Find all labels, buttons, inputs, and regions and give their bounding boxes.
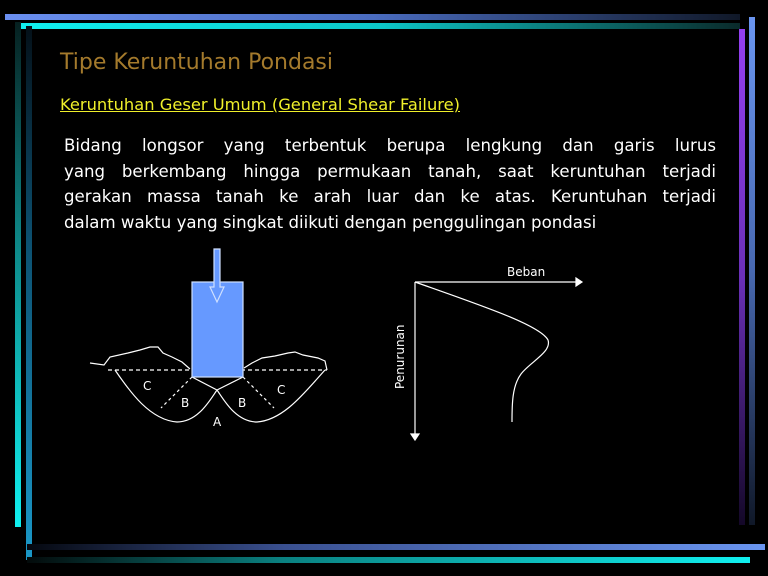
- load-settlement-curve: [415, 282, 548, 422]
- body-line: dalam waktu yang singkat diikuti dengan penggulingan pondasi: [64, 212, 597, 232]
- load-settlement-graph: [411, 278, 582, 440]
- body-line: Bidang longsor yang terbentuk berupa lengkung dan garis lurus: [64, 136, 716, 155]
- failure-diagram: [90, 249, 327, 422]
- zone-boundary-right: [243, 377, 274, 408]
- failure-surface-right: [217, 370, 325, 422]
- failure-surface-left: [115, 370, 217, 422]
- body-line: gerakan massa tanah ke arah luar dan ke atas. Keruntuhan terjadi: [64, 187, 716, 207]
- zone-label-c-right: C: [277, 383, 286, 397]
- x-axis-label: Beban: [507, 265, 546, 279]
- zone-label-b-right: B: [238, 396, 247, 410]
- ground-surface-left: [90, 347, 190, 369]
- zone-label-a: A: [213, 415, 222, 429]
- slide-title: Tipe Keruntuhan Pondasi: [60, 50, 334, 75]
- zone-label-b-left: B: [181, 396, 190, 410]
- y-axis-arrow-icon: [411, 434, 419, 440]
- body-line: yang berkembang hingga permukaan tanah, saat keruntuhan terjadi: [64, 161, 716, 181]
- ground-surface-right: [244, 352, 327, 370]
- wedge-right: [217, 377, 243, 390]
- x-axis-arrow-icon: [576, 278, 582, 286]
- wedge-left: [192, 377, 217, 390]
- y-axis-label: Penurunan: [393, 324, 407, 389]
- slide-subtitle: Keruntuhan Geser Umum (General Shear Failure): [60, 95, 460, 114]
- zone-label-c-left: C: [143, 379, 152, 393]
